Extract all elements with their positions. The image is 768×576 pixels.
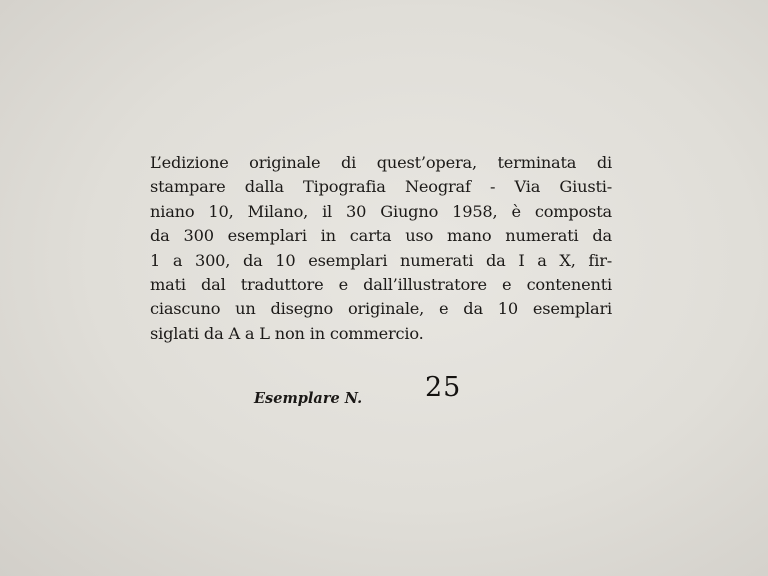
colophon-text [150, 151, 612, 346]
copy-number-stamp: 25 [425, 372, 462, 403]
colophon-line: siglati da A a L non in commercio. [150, 323, 424, 343]
colophon-line: niano 10, Milano, il 30 Giugno 1958, è composta [150, 201, 612, 221]
colophon-line: stampare dalla Tipografia Neograf - Via Giusti- [150, 177, 612, 197]
colophon-line: ciascuno un disegno originale, e da 10 esemplari [150, 299, 612, 319]
colophon-line: da 300 esemplari in carta uso mano numerati da [150, 226, 612, 246]
colophon-line: L’edizione originale di quest’opera, terminata di [150, 153, 612, 172]
colophon-line: mati dal traduttore e dall’illustratore e contenenti [150, 275, 612, 295]
colophon-line: 1 a 300, da 10 esemplari numerati da I a X, fir- [150, 250, 612, 270]
copy-number-label: Esemplare N. [254, 390, 363, 407]
